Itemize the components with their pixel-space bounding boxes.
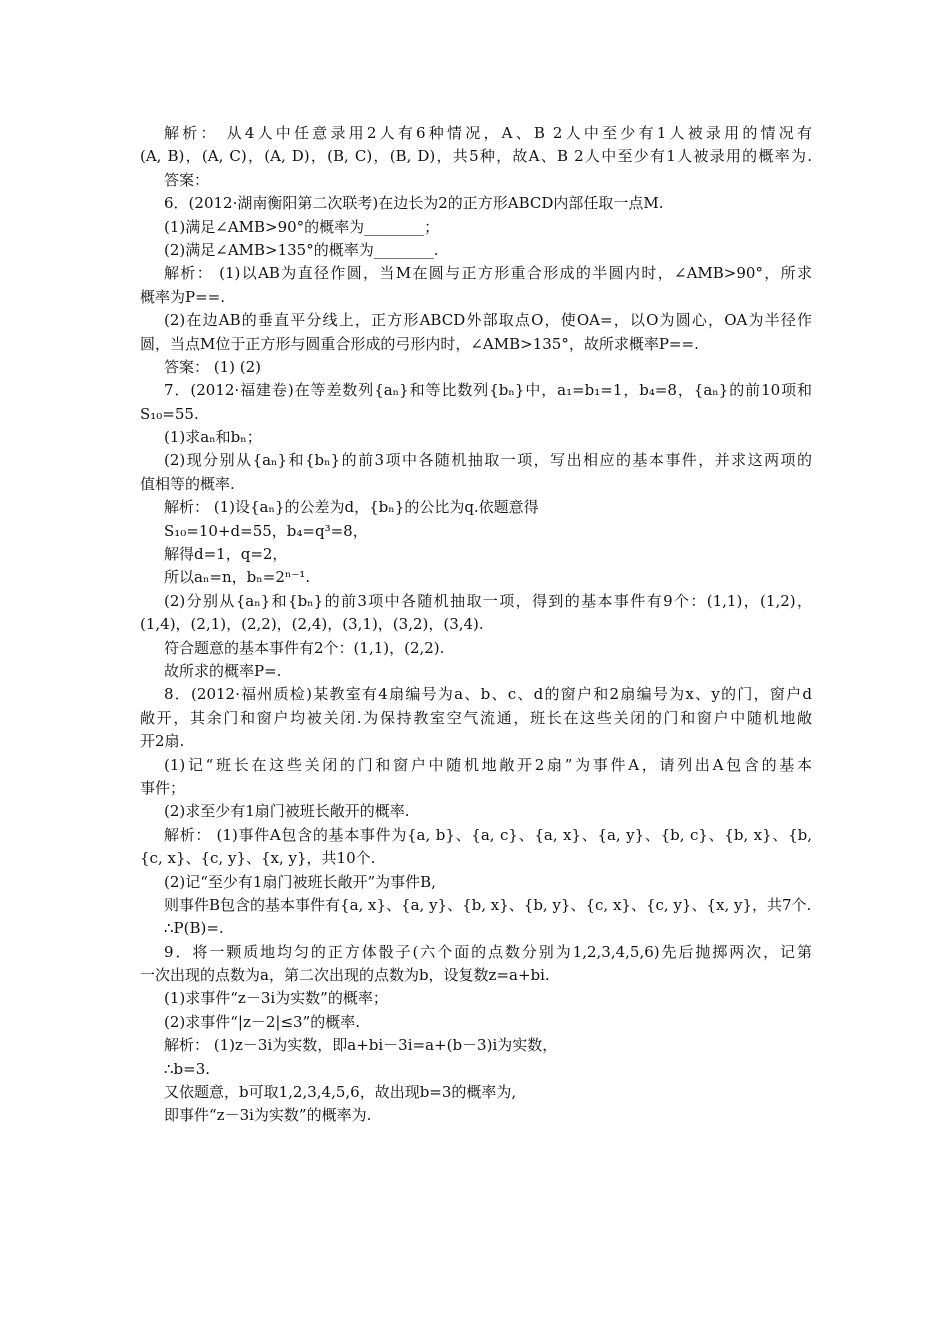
- text-line: 6．(2012·湖南衡阳第二次联考)在边长为2的正方形ABCD内部任取一点M.: [164, 194, 664, 213]
- text-line: (1)满足∠AMB>90°的概率为________；: [164, 217, 440, 236]
- text-line: 解析： 从4人中任意录用2人有6种情况，A、B 2人中至少有1人被录用的情况有: [164, 124, 812, 142]
- text-line: 开2扇.: [140, 732, 185, 751]
- text-line: 一次出现的点数为a，第二次出现的点数为b，设复数z=a+bi.: [140, 966, 550, 985]
- text-line: (2)满足∠AMB>135°的概率为________.: [164, 240, 439, 259]
- text-line: 9．将一颗质地均匀的正方体骰子(六个面的点数分别为1,2,3,4,5,6)先后抛掷两次，记第: [164, 942, 812, 961]
- text-line: (1,4)，(2,1)，(2,2)，(2,4)，(3,1)，(3,2)，(3,4).: [140, 615, 484, 634]
- text-line: (2)分别从{aₙ}和{bₙ}的前3项中各随机抽取一项，得到的基本事件有9个：(1,1)，(1,2)，: [164, 591, 812, 610]
- text-line: (1)求事件“z－3i为实数”的概率；: [164, 989, 388, 1008]
- text-line: 圆，当点M位于正方形与圆重合形成的弓形内时，∠AMB>135°，故所求概率P==.: [140, 334, 699, 353]
- text-line: (2)求至少有1扇门被班长敞开的概率.: [164, 802, 410, 821]
- text-line: 解得d=1，q=2，: [164, 545, 288, 564]
- text-line: (2)求事件“|z－2|≤3”的概率.: [164, 1012, 361, 1031]
- text-line: 符合题意的基本事件有2个：(1,1)，(2,2).: [164, 638, 445, 657]
- text-line: (1)求aₙ和bₙ；: [164, 428, 262, 447]
- text-line: (1)记“班长在这些关闭的门和窗户中随机地敞开2扇”为事件A，请列出A包含的基本: [164, 755, 812, 774]
- text-line: ∴b=3.: [164, 1059, 211, 1078]
- text-line: 所以aₙ=n，bₙ=2ⁿ⁻¹.: [164, 568, 311, 587]
- text-line: (2)在边AB的垂直平分线上，正方形ABCD外部取点O，使OA=，以O为圆心，OA为半径作: [164, 311, 812, 330]
- text-line: 解析： (1)设{aₙ}的公差为d，{bₙ}的公比为q.依题意得: [164, 498, 539, 517]
- text-line: 故所求的概率P=.: [164, 661, 282, 680]
- text-line: 答案： (1) (2): [164, 357, 262, 376]
- text-line: 则事件B包含的基本事件有{a, x}、{a, y}、{b, x}、{b, y}、{c, x}、{c, y}、{x, y}，共7个.: [164, 895, 812, 914]
- text-line: S₁₀=10+d=55，b₄=q³=8，: [164, 521, 368, 540]
- text-line: S₁₀=55.: [140, 404, 199, 423]
- document-body: [140, 122, 812, 1128]
- text-line: 事件；: [140, 778, 186, 797]
- text-line: 即事件“z－3i为实数”的概率为.: [164, 1106, 372, 1125]
- text-line: (2)现分别从{aₙ}和{bₙ}的前3项中各随机抽取一项，写出相应的基本事件，并求这两项的: [164, 451, 812, 470]
- text-line: ∴P(B)=.: [164, 919, 224, 938]
- text-line: 解析： (1)事件A包含的基本事件为{a, b}、{a, c}、{a, x}、{a, y}、{b, c}、{b, x}、{b,: [164, 825, 812, 844]
- text-line: 解析： (1)以AB为直径作圆，当M在圆与正方形重合形成的半圆内时，∠AMB>90°，所求: [164, 264, 812, 283]
- text-line: 7．(2012·福建卷)在等差数列{aₙ}和等比数列{bₙ}中，a₁=b₁=1，b₄=8，{aₙ}的前10项和: [164, 381, 812, 400]
- text-line: 又依题意，b可取1,2,3,4,5,6，故出现b=3的概率为,: [164, 1083, 517, 1102]
- text-line: 值相等的概率.: [140, 474, 235, 493]
- text-line: (2)记“至少有1扇门被班长敞开”为事件B,: [164, 872, 436, 891]
- text-line: 8．(2012·福州质检)某教室有4扇编号为a、b、c、d的窗户和2扇编号为x、y的门，窗户d: [164, 685, 812, 704]
- text-line: 答案：: [164, 170, 210, 189]
- text-line: 概率为P==.: [140, 287, 225, 306]
- text-line: 解析： (1)z－3i为实数，即a+bi－3i=a+(b－3)i为实数，: [164, 1036, 558, 1055]
- text-line: (A, B)，(A, C)，(A, D)，(B, C)，(B, D)，共5种，故A、B 2人中至少有1人被录用的概率为.: [140, 147, 812, 166]
- text-line: 敞开，其余门和窗户均被关闭.为保持教室空气流通，班长在这些关闭的门和窗户中随机地敞: [140, 708, 812, 727]
- text-line: {c, x}、{c, y}、{x, y}，共10个.: [140, 849, 376, 868]
